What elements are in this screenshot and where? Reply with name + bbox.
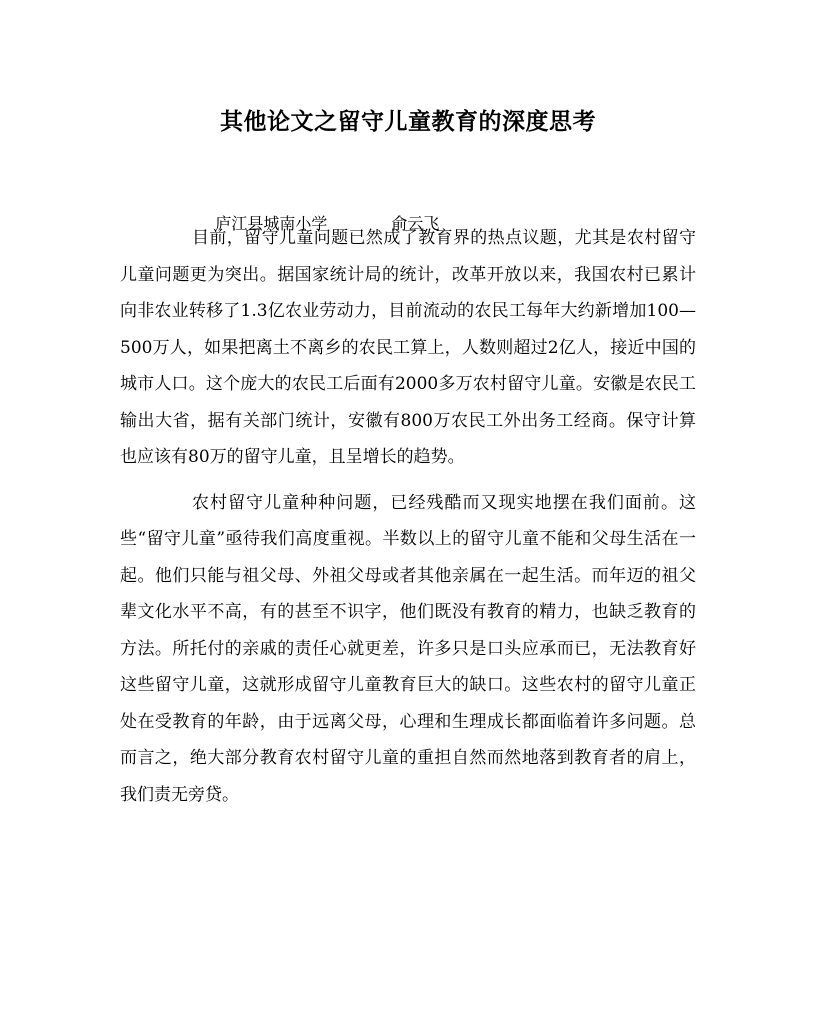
paragraph: 目前，留守儿童问题已然成了教育界的热点议题，尤其是农村留守儿童问题更为突出。据国家统计局的统计，改革开放以来，我国农村已累计向非农业转移了1.3亿农业劳动力，目前流动的农民工每年大约新增加100—500万人，如果把离土不离乡的农民工算上，人数则超过2亿人，接近中国的城市人口。这个庞大的农民工后面有2000多万农村留守儿童。安徽是农民工输出大省，据有关部门统计，安徽有800万农民工外出务工经商。保守计算也应该有80万的留守儿童，且呈增长的趋势。: [120, 228, 696, 467]
paragraph: 农村留守儿童种种问题，已经残酷而又现实地摆在我们面前。这些“留守儿童”亟待我们高度重视。半数以上的留守儿童不能和父母生活在一起。他们只能与祖父母、外祖父母或者其他亲属在一起生活。而年迈的祖父辈文化水平不高，有的甚至不识字，他们既没有教育的精力，也缺乏教育的方法。所托付的亲戚的责任心就更差，许多只是口头应承而已，无法教育好这些留守儿童，这就形成留守儿童教育巨大的缺口。这些农村的留守儿童正处在受教育的年龄，由于远离父母，心理和生理成长都面临着许多问题。总而言之，绝大部分教育农村留守儿童的重担自然而然地落到教育者的肩上，我们责无旁贷。: [120, 492, 696, 805]
author-name: 俞云飞: [391, 214, 440, 233]
document-body: [120, 220, 696, 822]
document-title: 其他论文之留守儿童教育的深度思考: [220, 108, 596, 135]
school-name: 庐江县城南小学: [215, 214, 328, 233]
